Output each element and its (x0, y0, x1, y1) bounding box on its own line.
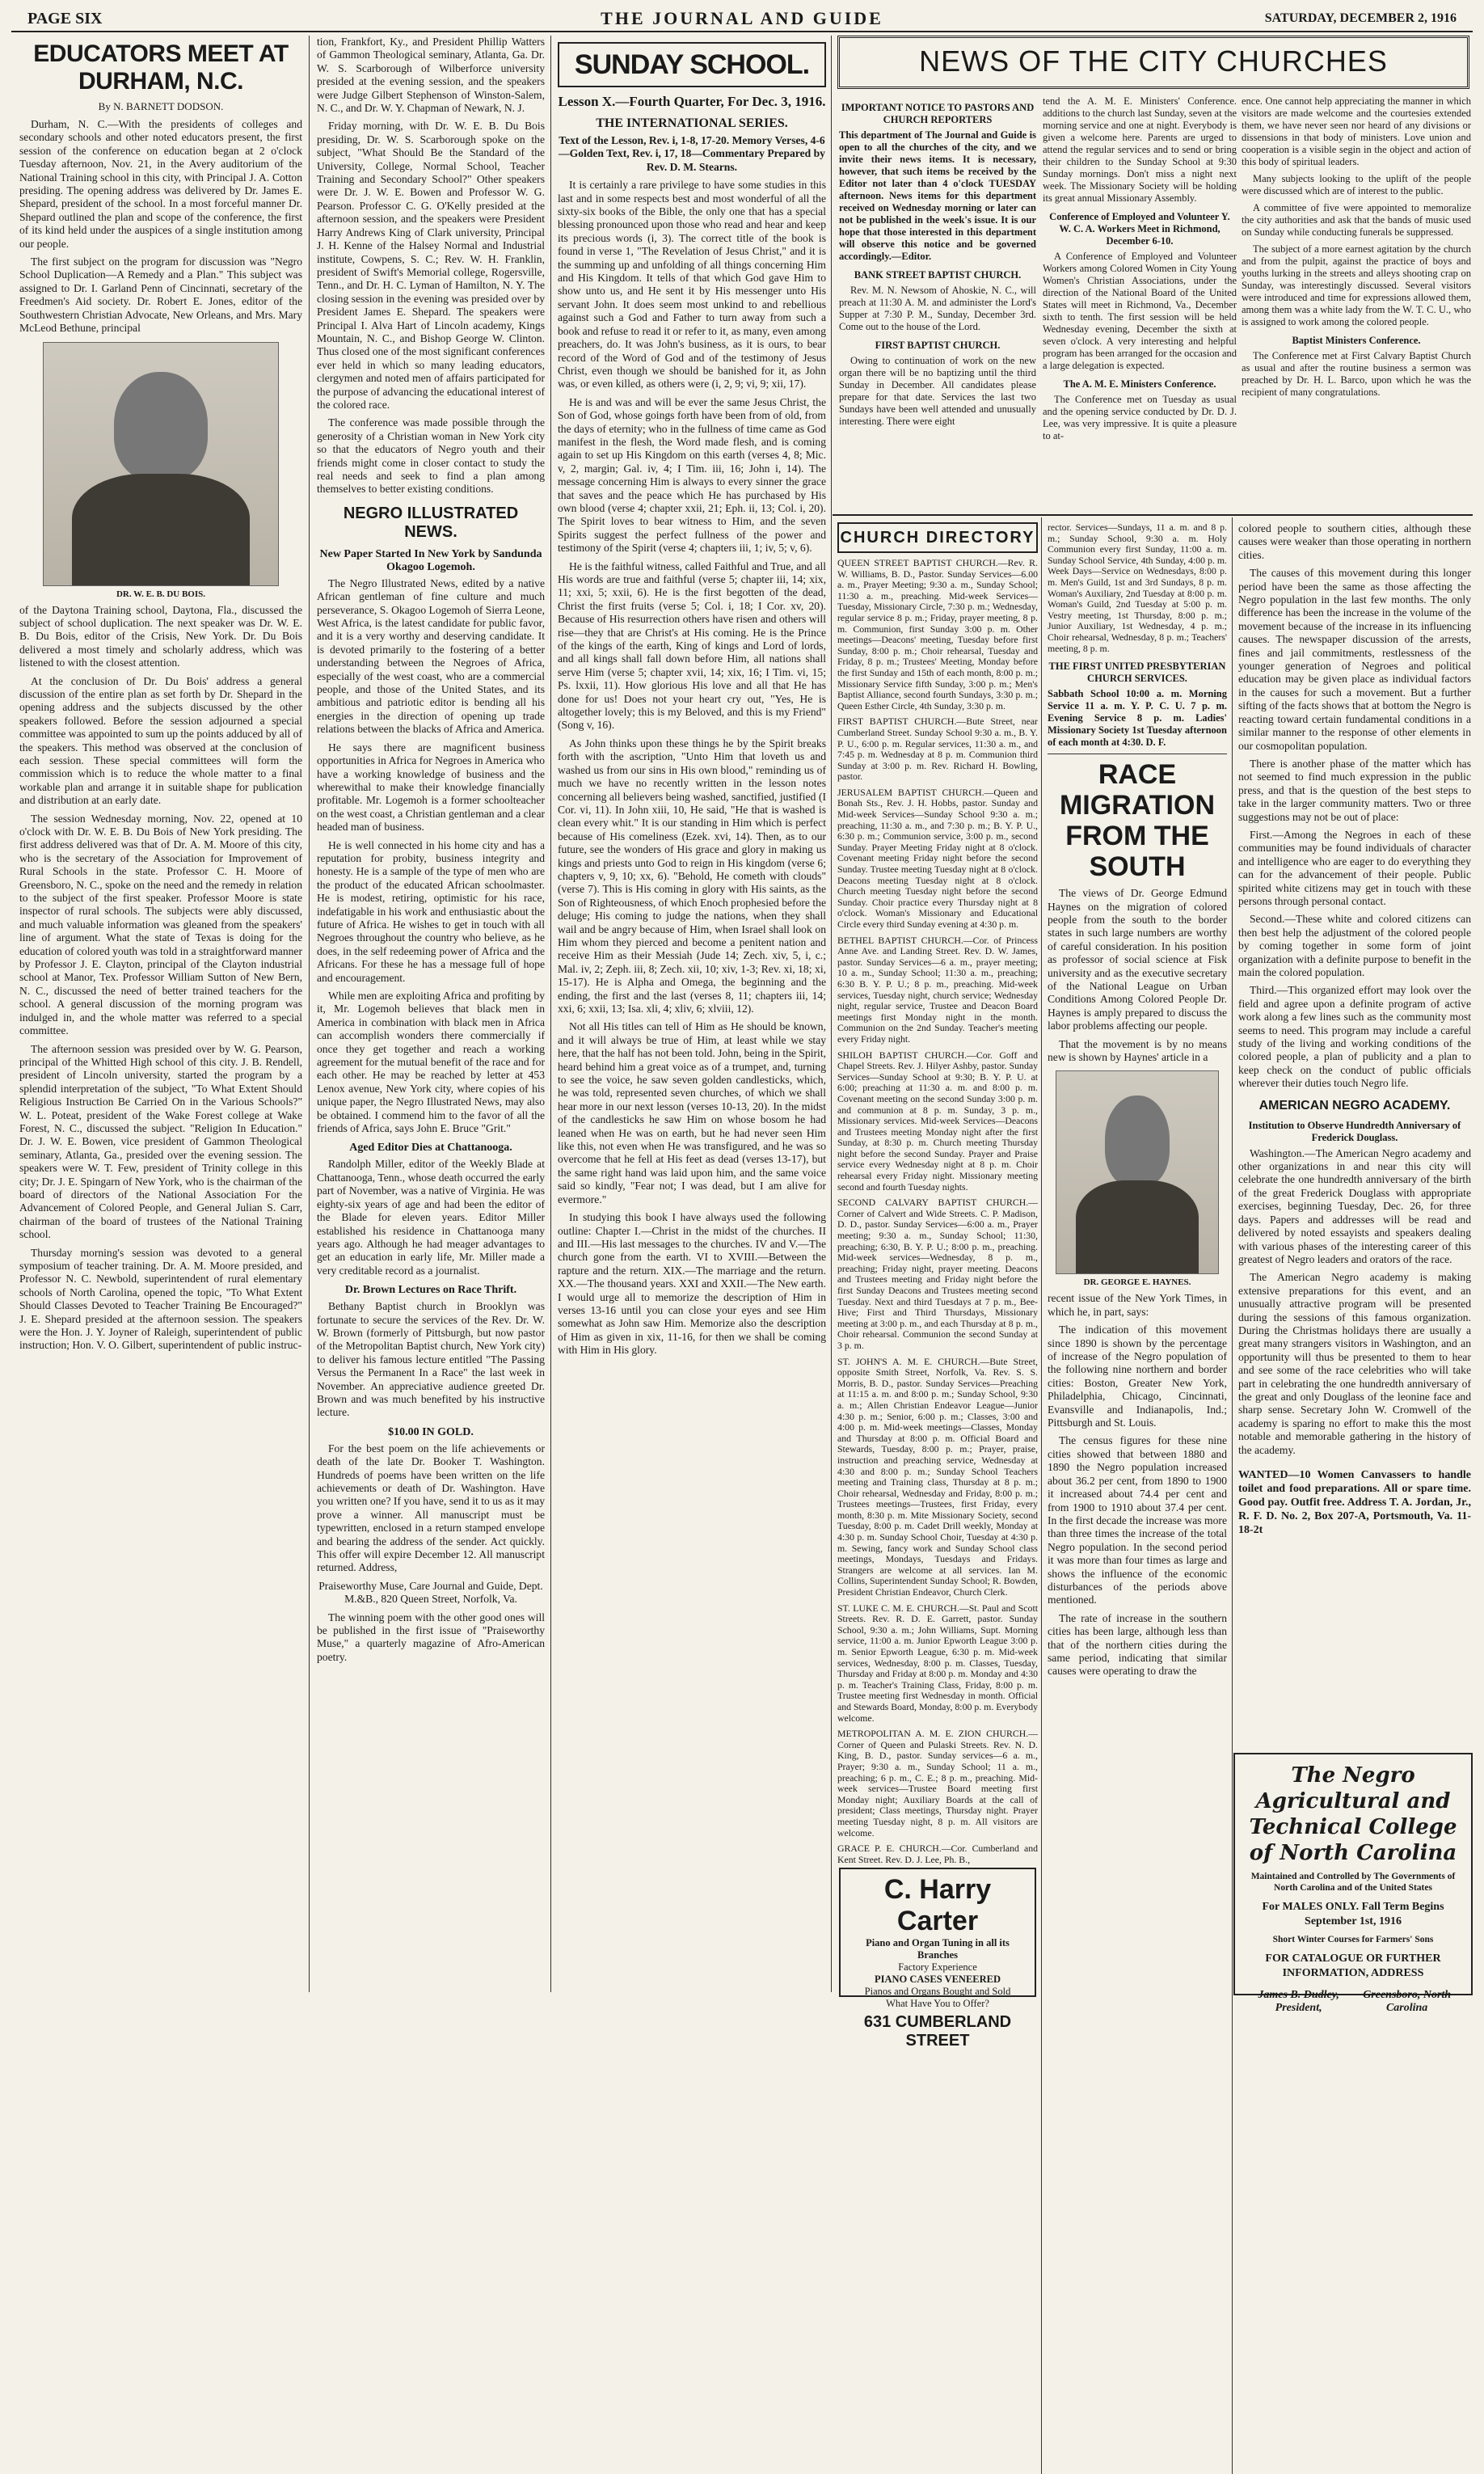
haynes-photo (1056, 1070, 1219, 1274)
paragraph: The first subject on the program for discussion was "Negro School Duplication—A Remedy and a Plan." This subject was assigned to Dr. I. Garland Penn of Cincinnati, secretary of the Freedmen's Aid society. Dr. Robert E. Jones, editor of the Southwestern Christian Advocate, New Orleans, and Mrs. Mary McLeod Bethune, principal (19, 255, 302, 335)
paragraph: Thursday morning's session was devoted to a general symposium of teacher training. Dr. A. M. Moore presided, and Professor N. C. Newbold, superintendent of rural elementary schools of North Carolina, opened the topic, "To What Extent Should Classes Devoted to Teacher Training Be Encouraged?" J. E. Shepard presided at the afternoon session. The speakers were the Hon. J. Y. Joyner of Raleigh, superintendent of public instruction; Hon. V. O. Gilbert, superintendent of public instruc- (19, 1246, 302, 1352)
paragraph: The session Wednesday morning, Nov. 22, opened at 10 o'clock with Dr. W. E. B. Du Bois of New York presiding. The first address delivered was that of Dr. A. M. Moore of this city, who is the secretary of the Association for Improvement of Rural Schools in the state. Professor C. H. Moore of Greensboro, N. C., spoke on the need and the remedy in relation to the subject of the first speaker. Professor Moore is state inspector of rural schools. The subjects were ably discussed, and much valuable information was gleaned from the speakers' line of argument. What the state of Texas is doing for the education of colored youth was told in a straightforward manner by Professor J. E. Clayton, principal of the Clayton industrial school at Manor, Tex. Professor William Sutton of New Bern, N. C., discussed the need of better trained teachers for the school. A general discussion of the morning program was indulged in, and the whole matter was referred to a special committee. (19, 812, 302, 1037)
academy-subhead: Institution to Observe Hundredth Anniversary of Frederick Douglass. (1248, 1119, 1461, 1143)
directory-entry: rector. Services—Sundays, 11 a. m. and 8 p. m.; Sunday School, 9:30 a. m. Holy Communion every first Sunday, 11:00 a. m. Sunday School Service, 4th Sunday, 4:00 p. m. Week Days—Service on Wednesdays, 8:00 p. m. Men's Guild, 1st and 3rd Sundays, 8 p. m. Woman's Auxiliary, 2nd Tuesday at 8:00 p. m. Woman's Guild, 2nd Tuesday at 5:00 p. m. Vestry meeting, 1st Thursday, 8:00 p. m.; Junior Auxiliary, 1st Wednesday, 4 p. m.; Choir rehearsal, Wednesday, 8 p. m.; Teachers' meeting, 8 p. m. (1048, 522, 1227, 654)
college-winter: Short Winter Courses for Farmers' Sons (1272, 1935, 1434, 1944)
paragraph: The causes of this movement during this longer period have been the same as those affecting the Negro population in the last few months. The only difference has been the increase in the volume of the movement because of the increase in its influencing causes. The newspaper discussion of the arrests, fines and jail commitments, restlessness of the younger generation of Negroes and political education may be given place as individual factors in the causes for such a movement. But a further sifting of the facts shows that at bottom the Negro is reacting toward certain fundamental conditions in a similar manner to the response of other elements in our cosmopolitan population. (1238, 567, 1471, 752)
ad-line: Piano and Organ Tuning in all its Branches (866, 1937, 1010, 1961)
paragraph: Many subjects looking to the uplift of the people were discussed which are of interest to the public. (1242, 173, 1471, 196)
ad-line: PIANO CASES VENEERED (874, 1974, 1001, 1985)
college-contact (1245, 1989, 1461, 2015)
paragraph: Bethany Baptist church in Brooklyn was fortunate to secure the services of the Rev. Dr. W. W. Brown (formerly of Pittsburgh, but now pastor of the Metropolitan Baptist church, New York city) to deliver his famous lecture entitled "The Passing Versus the Permanent In a Race" the last week in November. An appreciative audience greeted Dr. Brown and was much benefited by his instructive lecture. (317, 1300, 545, 1419)
carter-address: 631 CUMBERLAND STREET (863, 2013, 1012, 2050)
paragraph: The indication of this movement since 1890 is shown by the percentage of increase of the Negro population of the following nine northern and border cities: Boston, Greater New York, Philadelphia, Chicago, Cincinnati, Evansville and Indianapolis, Ind.; Pittsburgh and St. Louis. (1048, 1324, 1227, 1429)
college-president: James B. Dudley, President, (1258, 1989, 1339, 2014)
dubois-photo (43, 342, 279, 586)
paragraph: While men are exploiting Africa and profiting by it, Mr. Logemoh believes that black men in America in combination with black men in Africa can accomplish wonders there commercially if once they get together and reach a working agreement for the mutual benefit of the race and for each other. He may be reached by letter at 453 Lenox avenue, New York city, where copies of his unique paper, the Negro Illustrated News, may also be obtained. I commend him to the favor of all the friends of Africa, says John E. Bruce "Grit." (317, 990, 545, 1135)
ad-line: Pianos and Organs Bought and Sold (864, 1986, 1011, 1997)
directory-entry: JERUSALEM BAPTIST CHURCH.—Queen and Bonah Sts., Rev. J. H. Hobbs, pastor. Sunday and Mid-week Services—Sunday School 9:30 a. m.; preaching, 11:30 a. m., and 7:30 p. m.; B. Y. P. U., 6:30 p. m.; Communion service, 3:00 p. m., second Sunday. Prayer Meeting Friday night at 8 o'clock. Covenant meeting Friday night before the second Sunday. Trustee meeting Tuesday night at 8 o'clock. Deacons meeting Tuesday night at 8 o'clock. Church meeting Tuesday night before the second Sunday. Choir practice every Thursday night at 8 o'clock. Woman's Missionary and Educational Circle every third Sunday evening at 4:30 p. m. (837, 786, 1038, 930)
column-rule (309, 36, 310, 1992)
notice-headline: IMPORTANT NOTICE TO PASTORS AND CHURCH REPORTERS (841, 102, 1035, 125)
sunday-school-lesson (558, 36, 826, 1996)
column-rule (550, 36, 551, 1992)
college-name: The Negro Agricultural and Technical College of North Carolina (1249, 1763, 1457, 1865)
photo-caption: DR. GEORGE E. HAYNES. (1083, 1277, 1191, 1288)
paragraph: First.—Among the Negroes in each of these communities may be found individuals of character and intelligence who are eager to do everything they can for the advancement of their people. Public spirited white citizens may get in touch with these persons through personal contact. (1238, 828, 1471, 907)
paragraph: The Conference met on Tuesday as usual and the opening service conducted by Dr. D. J. Lee, was very impressive. It is quite a pleasure to at- (1043, 394, 1237, 441)
negro-news-subhead: New Paper Started In New York by Sandunda Okagoo Logemoh. (319, 547, 542, 573)
carter-advertisement (839, 1868, 1036, 2050)
lesson-text: Text of the Lesson, Rev. i, 1-8, 17-20. Memory Verses, 4-6—Golden Text, Rev. i, 17, 18—Commentary Prepared by Rev. D. M. Stearns. (559, 134, 825, 173)
educators-headline: EDUCATORS MEET AT DURHAM, N.C. (33, 40, 289, 95)
issue-date: SATURDAY, DECEMBER 2, 1916 (1264, 11, 1457, 25)
notice-text: This department of The Journal and Guide is open to all the churches of the city, and we invite their news items. It is necessary, however, that such items be received by the Editor not later than 4 o'clock TUESDAY afternoon. News items for this department received on Wednesday morning or later can not be published in the week's issue. It is our hope that those interested in this department will observe this notice and be governed accordingly.—Editor. (839, 129, 1036, 262)
column-rule (831, 36, 832, 1992)
directory-entry: FIRST BAPTIST CHURCH.—Bute Street, near Cumberland Street. Sunday School 9:30 a. m., B. Y. P. U., 6:00 p. m. Regular services, 11:30 a. m., and 7:45 p. m. Wednesday at 8 p. m. Communion third Sunday at 3:00 p. m. Rev. Richard H. Bowling, pastor. (837, 716, 1038, 783)
paragraph: It is certainly a rare privilege to have some studies in this last and in some respects best and most wonderful of all the sixty-six books of the Bible, the only one that has a special blessing pronounced upon those who read and hear and keep its precious words (i, 3). The correct title of the book is found in verse 1, "The Revelation of Jesus Christ," and it is the summing up and unfolding of all things concerning Him and His Kingdom. It tells of that which God gave Him to show unto us, and He sent it by His messenger unto His servant John. It does seem most unkind to and rebellious against such a God and Father to turn away from such a book and refuse to read it or refer to it, as many, even among preachers, do. It was John's business, as it is ours, to bear record of the Word of God and of the testimony of Jesus Christ, even though we should be banished for it, as John was, or even killed, as others were (i, 2, 9; vi, 9; xii, 17). (558, 179, 826, 391)
paragraph: As John thinks upon these things he by the Spirit breaks forth with the ascription, "Unto Him that loveth us and washed us from our sins in His own blood," reminding us of much we have no recently written in the lesson notes concerning all believers being washed, sanctified, justified (I Cor. vi, 11). In John xiii, 10, He said, "He that is washed is clean every whit." It is our standing in Him which is perfect because of His comeliness (Ezek. xvi, 14). Then, as to our future, see the wonders of His grace and glory in making us kings and priests unto God to reign in His kingdom (verse 6; chapters v, 9, 10; xx, 6). "Behold, He cometh with clouds" (verse 7). This is His coming in glory with His saints, as the Son of Righteousness, of which Enoch prophesied before the deluge; His coming to judge the nations, when they shall wail and be angry because of Him, when Israel shall look on Him whom they pierced and become a penitent nation and receive Him as their Messiah (Jude 14; Zech. xiv, 5, i, c.; Mal. iv, 2; Zeph. iii, 8; Zech. xii, 10; xiv, 1-3; Rev. xi, 18; xi, 15-17). He is Alpha and Omega, the beginning and the ending, the first and the last (verses 8, 11; chapters iii, 14; xxi, 6; xxii, 13; Isa. xli, 4; xliv, 6; xlviii, 12). (558, 737, 826, 1015)
paragraph: colored people to southern cities, although these causes were weaker than those operating in northern cities. (1238, 522, 1471, 561)
ame-headline: The A. M. E. Ministers Conference. (1063, 378, 1216, 390)
paragraph: At the conclusion of Dr. Du Bois' address a general discussion of the entire plan as set forth by Dr. Shepard in the opening address and the subjects discussed by the other speakers followed. Before the session adjourned a special committee was appointed to sum up the points adduced by all of the speakers. This method was observed at the conclusion of each session. These special committees will form the commission which is to reduce the whole matter to a final workable plan and arrange it in suitable shape for publication and distribution at an early date. (19, 674, 302, 807)
paragraph: He says there are magnificent business opportunities in Africa for Negroes in America who have a working knowledge of business and the wherewithal to make their knowledge financially profitable. Mr. Logemoh is a former schoolteacher on the west coast, a Christian gentleman and a clear headed man of business. (317, 741, 545, 834)
paragraph: Owing to continuation of work on the new organ there will be no baptizing until the third Sunday in December. All candidates please prepare for that date. Services the last two Sundays have been well attended and unusually interesting. There were eight (839, 355, 1036, 427)
carter-name: C. Harry Carter (883, 1874, 992, 1936)
series-title: THE INTERNATIONAL SERIES. (596, 116, 788, 130)
academy-headline: AMERICAN NEGRO ACADEMY. (1258, 1098, 1451, 1112)
photo-caption: DR. W. E. B. DU BOIS. (116, 589, 206, 599)
paragraph: Washington.—The American Negro academy and other organizations in and near this city will celebrate the one hundredth anniversary of the birth of the great Frederick Douglass with appropriate exercises, beginning Tuesday, Dec. 26, for three days. Papers and addresses will be read and delivered by noted essayists and speakers dealing with various phases of the interesting career of this greatest of Negro leaders and orators of the race. (1238, 1146, 1471, 1265)
paragraph: For the best poem on the life achievements or death of the late Dr. Booker T. Washington. Hundreds of poems have been written on the life achievements or death of Dr. Washington. Have you written one? If you have, send it to us as it may prove a winner. All manuscript must be typewritten, enclosed in a return stamped envelope and bearing the address of the sender. Act quickly. This offer will expire December 12. All manuscript returned. Address, (317, 1442, 545, 1574)
ad-line: Factory Experience (898, 1961, 977, 1973)
paragraph: Third.—This organized effort may look over the field and agree upon a definite program of active work along a few lines such as the community most seems to need. This program may include a careful study of the living and working conditions of the colored people, a plan of publicity and a plan to keep check on the conduct of public officials wherever their duties touch Negro life. (1238, 984, 1471, 1090)
paragraph: That the movement is by no means new is shown by Haynes' article in a (1048, 1037, 1227, 1063)
paragraph: The rate of increase in the southern cities has been large, although less than that of the northern cities during the same period, indicating that similar causes were operating to draw the (1048, 1611, 1227, 1678)
city-churches-col-b (1043, 95, 1237, 516)
race-migration-article (1048, 522, 1227, 1751)
race-migration-headline: RACE MIGRATION FROM THE SOUTH (1059, 759, 1215, 883)
negro-news-headline: NEGRO ILLUSTRATED NEWS. (343, 504, 519, 541)
paragraph: The winning poem with the other good ones will be published in the first issue of "Praiseworthy Muse," a quarterly magazine of Afro-American poetry. (317, 1611, 545, 1663)
paragraph: The Conference met at First Calvary Baptist Church as usual and after the routine business a sermon was preached by Dr. H. L. Barco, upon which he was the recipient of many congratulations. (1242, 350, 1471, 398)
paragraph: A Conference of Employed and Volunteer Workers among Colored Women in City Young Women's Christian Associations, under the direction of the National Board of the United States will meet in Richmond, Va., December sixth to tenth. The first session will be held Wednesday evening, December the sixth at seven o'clock. A very interesting and helpful program has been arranged for the occasion and a large delegation is expected. (1043, 251, 1237, 371)
paragraph: He is well connected in his home city and has a reputation for probity, business integrity and honesty. He is a sample of the type of men who are the product of the educated African schoolmaster. He is modest, retiring, optimistic for his race, indefatigable in his work and enthusiastic about the future of Africa. He wishes to get in touch with all Negroes throughout the country who believe, as he does, in the self redeeming power of Africa and the Africans. For these he has a message full of hope and encouragement. (317, 838, 545, 984)
college-males: For MALES ONLY. Fall Term Begins September 1st, 1916 (1262, 1901, 1444, 1927)
paragraph: Randolph Miller, editor of the Weekly Blade at Chattanooga, Tenn., whose death occurred the early part of November, was a native of Virginia. He was eighty-six years of age and had been the editor of the Blade for eleven years. Editor Miller established his residence in Chattanooga many years ago. Although he had meager advantages to get an education in early life, Mr. Miller made a very creditable record as a journalist. (317, 1158, 545, 1277)
paragraph: The Negro Illustrated News, edited by a native African gentleman of fine culture and much perseverance, S. Okagoo Logemoh of Sierra Leone, West Africa, is the latest candidate for public favor, and it is a very worthy and deserving candidate. It is devoted primarily to the fostering of a better understanding between the Negroes of Africa, especially of the west coast, who are a commercial people, and those of the United States, and its ambitious and patriotic editor is bending all his energies in the direction of opening up trade relations between the blacks of Africa and America. (317, 576, 545, 736)
paragraph: He is the faithful witness, called Faithful and True, and all His words are true and faithful (verse 5; chapter iii, 14; xix, 11; xxi, 5; xxii, 6). He is the first begotten of the dead, Christ the first fruits (verse 5; Col. i, 18; I Cor. xv, 20). Because of His resurrection others have risen and others will rise—they that are Christ's at His coming. He is the Prince of the kings of the earth, King of kings and Lord of lords, and all kings shall fall down before Him, all nations shall serve Him (verse 5; chapter xvii, 14; xix, 16; I Tim. vi, 15; Ps. lxxii, 11). How glorious His love and all that He has done for us! Does not your heart cry out, "Yes, He is altogether lovely; this is my Beloved, and this is my Friend" (Song v, 16). (558, 559, 826, 732)
college-maintained: Maintained and Controlled by The Governments of North Carolina and of the United States (1250, 1872, 1456, 1893)
paragraph: A committee of five were appointed to memoralize the city authorities and ask that the bands of music used on Sunday while conducting funerals be suppressed. (1242, 202, 1471, 238)
directory-entry: QUEEN STREET BAPTIST CHURCH.—Rev. R. W. Williams, B. D., Pastor. Sunday Services—6.00 a. m., Prayer Meeting; 9:30 a. m., Sunday School; 11:30 a. m., preaching. Mid-week Services—Tuesday, Missionary Circle, 7:30 p. m.; Wednesday, regular service 8 p. m.; Friday, prayer meeting, 8 p. m. Communion, first Sunday 3:00 p. m. Other meetings—Deacons' meeting, Tuesday before first Sunday, 8:00 p. m.; Choir rehearsal, Tuesday and Friday, 8 p. m.; Trustees' Meeting, Monday before the first Sunday and 15th of each month, 8:00 p. m.; Missionary Service fifth Sunday, 3:00 p. m.; Men's Baptist Alliance, second fourth Sundays, 3:30 p. m.; Queen Esther Circle, 4th Sunday, 3:30 p. m. (837, 557, 1038, 711)
educators-byline: By N. BARNETT DODSON. (98, 100, 224, 112)
brown-lecture-headline: Dr. Brown Lectures on Race Thrift. (344, 1284, 517, 1297)
paragraph: The views of Dr. George Edmund Haynes on the migration of colored people from the south to the border states in such large numbers are worthy of careful consideration. In his position as professor of social science at Fisk university and as the executive secretary of the National League on Urban Conditions Among Colored People Dr. Haynes is amply prepared to discuss the labor problems affecting our people. (1048, 887, 1227, 1032)
paragraph: The census figures for these nine cities showed that between 1880 and 1890 the Negro population increased about 36.2 per cent, from 1890 to 1900 it increased about 74.4 per cent and from 1900 to 1910 about 37.4 per cent. In the first decade the increase was more than three times the increase of the total Negro population. In the second period it was more than four times as large and shows the influence of the economic disturbances of the periods above mentioned. (1048, 1434, 1227, 1606)
paragraph: tion, Frankfort, Ky., and President Phillip Watters of Gammon Theological seminary, Atlanta, Ga. Dr. W. S. Scarborough of Wilberforce university presided at the evening session, and the speakers were Judge Gilbert Stephenson of Winston-Salem, N. C., and Dr. W. Y. Chapman of Newark, N. J. (317, 36, 545, 115)
paragraph: Friday morning, with Dr. W. E. B. Du Bois presiding, Dr. W. S. Scarborough spoke on the subject, "What Should Be the Standard of the University, College, Normal School, Teacher Training and Secondary School?" Other speakers were Dr. J. W. E. Bowen and Professor W. G. Pearson. Professor C. G. O'Kelly presided at the afternoon session, and the speakers were President Harry Andrews King of Clark university, Principal J. H. Kenne of the Halsey Normal and Industrial institute, Cowpens, S. C.; Rev. W. H. Franklin, president of Swift's Memorial college, Rogersville, Tenn., and Dr. H. C. Lyman of Hamilton, N. Y. The closing session in the evening was presided over by President James E. Shepard. The speakers were Principal I. Alva Hart of Lincoln academy, Kings Mountain, N. C., and Bishop George W. Clinton. Thus closed one of the most significant conferences ever held in which so many leading educators, clergymen and noted men of affairs participated for the purpose of advancing the educational interest of the colored race. (317, 120, 545, 411)
page-number: PAGE SIX (27, 10, 103, 27)
directory-entry: Sabbath School 10:00 a. m. Morning Service 11 a. m. Y. P. C. U. 7 p. m. Evening Service 8 p. m. Ladies' Missionary Society 1st Tuesday afternoon of each month at 4:30. D. F. (1048, 688, 1227, 749)
paragraph: tend the A. M. E. Ministers' Conference. additions to the church last Sunday, seven at the morning service and one at night. Everybody is given a welcome here. Parents are urged to attend the regular services and to send or bring their children to the Sunday School at 9:30 Sunday mornings. Don't miss a night next week. The Missionary Society will be holding its great annual Missionary Assembly. (1043, 95, 1237, 204)
section-rule (833, 514, 1473, 516)
lesson-title: Lesson X.—Fourth Quarter, For Dec. 3, 1916. (558, 94, 826, 109)
ad-line: What Have You to Offer? (886, 1998, 989, 2009)
address: Praiseworthy Muse, Care Journal and Guide, Dept. M.&B., 820 Queen Street, Norfolk, Va. (318, 1579, 543, 1606)
directory-entry: BETHEL BAPTIST CHURCH.—Cor. of Princess Anne Ave. and Landing Street. Rev. D. W. James, pastor. Sunday Services—6 a. m., prayer meeting; 10 a. m., Sunday School; 11:30 a. m., preaching; 6:30 B. Y. P. U.; 8 p. m., preaching. Mid-week services, Tuesday night, church service; Wednesday night, regular service, Trustee and Deacon Board meetings first Monday night in the month. Communion on the 2nd Sunday. Teacher's meeting every Friday night. (837, 934, 1038, 1045)
newspaper-title: THE JOURNAL AND GUIDE (601, 8, 883, 28)
baptist-ministers-headline: Baptist Ministers Conference. (1292, 335, 1421, 346)
aged-editor-headline: Aged Editor Dies at Chattanooga. (349, 1142, 512, 1155)
paragraph: Second.—These white and colored citizens can then best help the adjustment of the colored people by coming together in some form of joint organization with a definite purpose to benefit in the main the colored population. (1238, 913, 1471, 978)
paragraph: of the Daytona Training school, Daytona, Fla., discussed the subject of school duplication. The next speaker was Dr. W. E. B. Du Bois, editor of the Crisis, New York. Dr. Du Bois delivered a most timely and scholarly address, which was listened to with the closest attention. (19, 603, 302, 669)
directory-entry: SECOND CALVARY BAPTIST CHURCH.—Corner of Calvert and Wide Streets. C. P. Madison, D. D., pastor. Sunday Services—6:00 a. m., Prayer meeting; 9:30 a. m., Sunday School; 11:30, preaching; 6:30, B. Y. P. U.; 8:00 p. m., preaching. Mid-week services—Wednesday, 8 p. m., preaching; Friday night, prayer meeting. Deacons and Trustees meeting and Friday night before the first Sunday Deacons and Trustees meeting second Tuesday. Next and third Tuesdays at 7 p. m., Bee-Hive; First and Third Thursdays, Missionary meeting at 3:00 p. m., and each Thursday at 8 p. m., Choir rehearsal. Communion the second Sunday at 3 p. m. (837, 1197, 1038, 1351)
paragraph: Rev. M. N. Newsom of Ahoskie, N. C., will preach at 11:30 A. M. and administer the Lord's Supper at 7:30 P. M., Sunday, December 3rd. Come out to the house of the Lord. (839, 285, 1036, 332)
paragraph: The American Negro academy is making extensive preparations for this event, and an unusually attractive program will be presented during the sessions of this famous organization. During the Christmas holidays there are usually a great many strangers visitors in Washington, and an opportunity will thus be presented to them to hear and see some of the race celebrities who will take part in celebrating the one hundredth anniversary of the great and only Douglass of the leonine face and sharp sense. Secretary John W. Cromwell of the academy is sparing no effort to make this the most notable and memorable gathering in the history of the academy. (1238, 1271, 1471, 1456)
paragraph: ence. One cannot help appreciating the manner in which visitors are made welcome and the courtesies extended them, we have never seen nor heard of any divisions or dissensions in that body of ministers. Love union and cooperation is a visible segin in the object and action of this body of spiritual leaders. (1242, 95, 1471, 167)
paragraph: The conference was made possible through the generosity of a Christian woman in New York city so that the educators of Negro youth and their friends might come in closer contact to study the real needs and seek to find a plan among themselves to better existing conditions. (317, 416, 545, 496)
paragraph: He is and was and will be ever the same Jesus Christ, the Son of God, whose goings forth have been from of old, from the days of eternity; who in the fullness of time came as God manifest in the flesh, the Word made flesh, and is coming again to set up His Kingdom on this earth (verses 4, 8; Mic. v, 2, margin; Gal. iv, 4; I Tim. iii, 16; John i, 14). The message concerning Him is always to every sinner the grace that saves and the peace which He has purchased by His own blood (verse 4; chapter xxii, 21; Eph. ii, 13; Col. i, 20). The Spirit loves to bear witness to Him, and the seven Spirits suggest the perfect fullness of the power and testimony of the Spirit (verse 4; chapters iii, 1; iv, 5; v, 6). (558, 395, 826, 555)
paragraph: The afternoon session was presided over by W. G. Pearson, principal of the Whitted High school of this city. J. B. Rendell, president of Lincoln university, started the program by a splendid interpretation of the subject, "To What Extent Should Religious Instruction Be Carried On in the Various Schools?" W. L. Poteat, president of the Wake Forest college at Wake Forest, N. C., discussed the subject. "Religion In Education." Dr. J. W. E. Bowen, vice president of Gammon Theological seminary, Atlanta, Ga., presided over the evening session. The speakers were W. T. Few, president of Trinity college in this city; Dr. J. E. Spingarn of New York, who is the chairman of the board of directors of the National Association For the Advancement of Colored People, and General Julian S. Carr, chairman of the board of trustees of the National Training school. (19, 1042, 302, 1241)
college-place: Greensboro, North Carolina (1363, 1989, 1452, 2014)
column-rule (1041, 517, 1042, 2474)
paragraph: recent issue of the New York Times, in which he, in part, says: (1048, 1292, 1227, 1318)
city-churches-col-c (1242, 95, 1471, 516)
paragraph: Not all His titles can tell of Him as He should be known, and it will always be true of Him, at least while we stay here, that the half has not been told. John, being in the Spirit, heard behind him a great voice as of a trumpet, and, turning to see the voice, he saw seven golden candlesticks, which, he was told, represented seven churches, of which we shall hear more in our next lesson (verses 10-13, 20). In the midst of the candlesticks he saw Him on whose bosom he had leaned when He was on earth, but he had never seen Him like this, not even when He was transfigured, and he was so overcome that he fell at His feet as dead (verses 13-17), but the same right hand was laid upon him, and the same voice said so kindly, "Fear not; I was dead, but I am alive for evermore." (558, 1020, 826, 1205)
first-baptist-headline: FIRST BAPTIST CHURCH. (875, 340, 1001, 351)
city-churches-col-a (839, 95, 1036, 516)
church-directory-title: CHURCH DIRECTORY (837, 522, 1038, 553)
directory-entry: SHILOH BAPTIST CHURCH.—Cor. Goff and Chapel Streets. Rev. J. Hilyer Ashby, pastor. Sunday Services—Sunday School at 9:30; B. Y. P. U. at 6:00; preaching at 11:30 a. m. and 8:00 p. m. Covenant meeting on the second Sunday 3:00 p. m. and communion at 8 p. m. Sunday, 3 p. m., Missionary services. Mid-week Services—Deacons and Trustees meeting Monday night after the first Sunday, at 8:30 p. m. Church meeting Thursday night before the second Sunday. Prayer and Praise service every Wednesday night at 8 p. m. Choir rehearsal every Friday night. Missionary meeting second and fourth Tuesday nights. (837, 1049, 1038, 1193)
directory-entry: ST. LUKE C. M. E. CHURCH.—St. Paul and Scott Streets. Rev. R. D. E. Garrett, pastor. Sunday School, 9:30 a. m.; John Williams, Supt. Morning service, 11:00 a. m. Junior Epworth League 3:00 p. m. Senior Epworth League, 6:30 p. m. Mid-week services, Wednesday, 8:00 p. m. Classes, Tuesday, Thursday and Friday at 8:00 p. m. Monday and 4:30 p. m. Teacher's Training Class, Friday, 8:00 p. m. Trustee meeting first Wednesday in month. Official and Stewards Board, Monday, 8:00 p. m. Everybody welcome. (837, 1602, 1038, 1724)
presbyterian-headline: THE FIRST UNITED PRESBYTERIAN CHURCH SERVICES. (1048, 661, 1226, 685)
directory-entry: ST. JOHN'S A. M. E. CHURCH.—Bute Street, opposite Smith Street, Norfolk, Va. Rev. S. S. Morris, B. D., pastor. Sunday Services—Preaching at 11:15 a. m. and 8:00 p. m.; Sunday School, 9:30 a. m.; Allen Christian Endeavor League—Junior 4:30 p. m.; Senior, 6:00 p. m.; Classes, 3:00 and 4:00 p. m. Mid-week meetings—Classes, Monday and Thursday at 8:00 p. m. Official Board and Stewards, Tuesday, 8:00 p. m.; Prayer, praise, instruction and preaching service, Wednesday at 4:30 and 8:00 p. m.; Sunday School Teachers meeting and Training class, Thursday at 8 p. m.; Choir rehearsal, Wednesday and Friday, 8:00 p. m.; Trustees meetings—Trustees, first Friday, every month, 8:30 p. m. Mite Missionary Society, second Tuesday, 8:00 p. m. Cadet Drill weekly, Monday at 4:30 p. m. Sunday School Choir, Tuesday at 4:30 p. m. Sewing, fancy work and Sunday School class meetings, Mondays, Tuesdays and Fridays. Strangers are welcome at all services. Ian M. Collins, Superintendent Sunday School; R. Bowden, President Christian Endeavor, Church Clerk. (837, 1355, 1038, 1598)
directory-entry: GRACE P. E. CHURCH.—Cor. Cumberland and Kent Street. Rev. D. J. Lee, Ph. B., (837, 1843, 1038, 1865)
church-directory (837, 522, 1038, 1978)
bank-street-headline: BANK STREET BAPTIST CHURCH. (854, 269, 1022, 281)
gold-prize-headline: $10.00 IN GOLD. (388, 1425, 474, 1438)
college-advertisement (1233, 1753, 1473, 2014)
paragraph: Durham, N. C.—With the presidents of colleges and secondary schools and other noted educators present, the first session of the conference on education began at 2 o'clock Tuesday afternoon, Nov. 21, in the Avery auditorium of the National Training school in this city, with Principal J. A. Cotton presiding. The opening address was delivered by Dr. James E. Shepard, president of the school. In a most forceful manner Dr. Shepard outlined the plan and scope of the conference, the first of its kind held under the auspices of a single institution among our people. (19, 118, 302, 250)
paragraph: The subject of a more earnest agitation by the church and from the pulpit, against the practice of boys and youths lurking in the streets and alleys shooting crap on Sunday, was interestingly discussed. Several visitors were introduced and time for expressions allowed them, among them was a white lady from the W. T. C. U., who is assigned to work among the colored people. (1242, 243, 1471, 327)
educators-article (19, 36, 302, 1996)
column-two (317, 36, 545, 1996)
wanted-ad: WANTED—10 Women Canvassers to handle toilet and food preparations. All or spare time. Good pay. Outfit free. Address T. A. Jordan, Jr., R. F. D. No. 2, Box 207-A, Portsmouth, Va. 11-18-2t (1238, 1469, 1471, 1536)
city-churches-banner: NEWS OF THE CITY CHURCHES (837, 36, 1469, 89)
college-catalogue: FOR CATALOGUE OR FURTHER INFORMATION, ADDRESS (1265, 1953, 1441, 1979)
column-rule (1232, 517, 1233, 2474)
paragraph: In studying this book I have always used the following outline: Chapter I.—Christ in the midst of the churches. II and III.—His last messages to the churches. IV and V.—The church gone from the earth. VI to XVIII.—Between the rapture and the return. XIX.—The marriage and the return. XX.—The thousand years. XXI and XXII.—The New earth. I would urge all to memorize the description of Him in verses 13-16 until you can close your eyes and see Him somewhat as John saw Him. Memorize also the description of Him as given in xix, 11-16, for then we shall be coming with Him in His glory. (558, 1211, 826, 1357)
directory-entry: METROPOLITAN A. M. E. ZION CHURCH.—Corner of Queen and Pulaski Streets. Rev. N. D. King, B. D., pastor. Sunday services—6 a. m., Prayer; 9:30 a. m., Sunday School; 11 a. m., preaching; 6 p. m., C. E.; 8 p. m., preaching. Mid-week services—Trustee Board meeting first Monday night; Auxiliary Boards at the call of president; Class meetings, Thursday night. Prayer meeting Tuesday night, 8 p. m. All visitors are welcome. (837, 1728, 1038, 1839)
paragraph: There is another phase of the matter which has not seemed to find much expression in the public press, and that is the question of the best steps to take in the larger community matters. Two or three suggestions may not be out of place: (1238, 757, 1471, 823)
sunday-school-banner: SUNDAY SCHOOL. (558, 42, 826, 87)
column-right (1238, 522, 1471, 1747)
ywca-headline: Conference of Employed and Volunteer Y. W. C. A. Workers Meet in Richmond, December 6-10. (1049, 211, 1230, 247)
masthead (11, 6, 1473, 32)
